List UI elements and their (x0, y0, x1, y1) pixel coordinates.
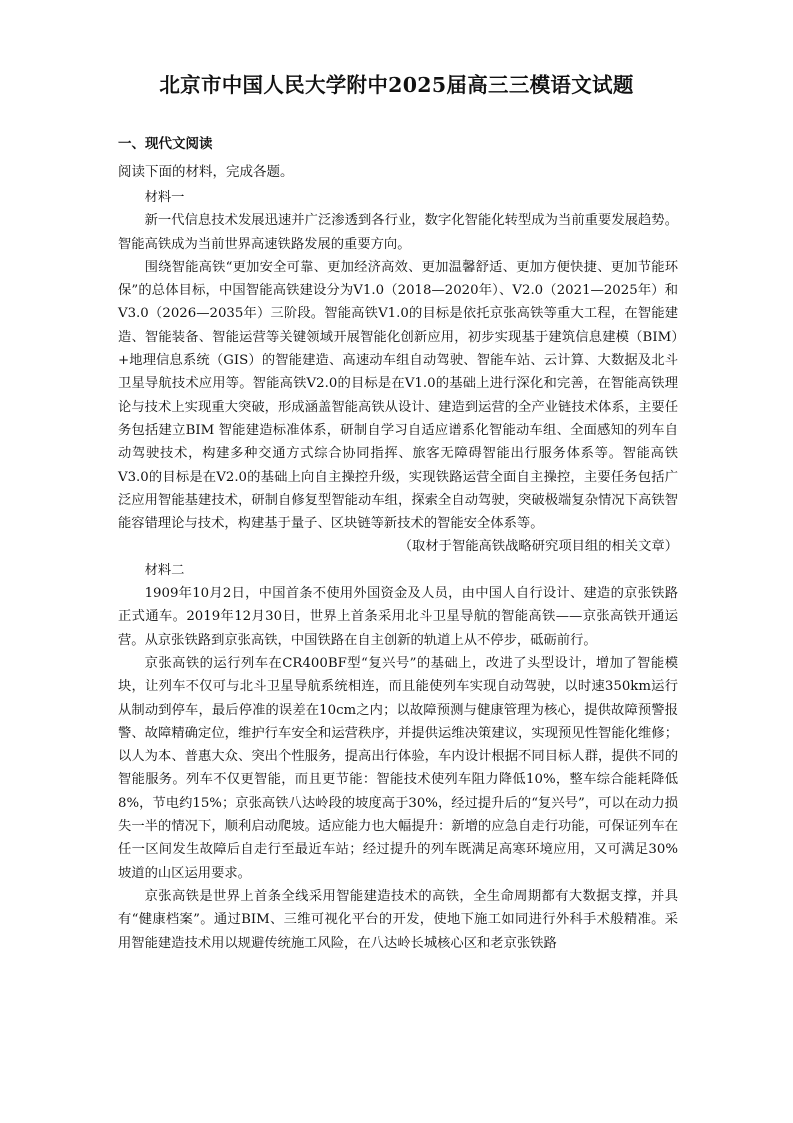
material-two-paragraph-2: 京张高铁的运行列车在CR400BF型“复兴号”的基础上，改进了头型设计，增加了智能模块，让列车不仅可与北斗卫星导航系统相连，而且能使列车实现自动驾驶，以时速350km运行从制动到停车，最后停准的误差在10cm之内；以故障预测与健康管理为核心，提供故障预警报警、故障精确定位，维护行车安全和运营秩序，并提供运维决策建议，实现预见性智能化维修；以人为本、普惠大众、突出个性服务，提高出行体验，车内设计根据不同目标人群，提供不同的智能服务。列车不仅更智能，而且更节能：智能技术使列车阻力降低10%，整车综合能耗降低8%，节电约15%；京张高铁八达岭段的坡度高于30%，经过提升后的“复兴号”，可以在动力损失一半的情况下，顺利启动爬坡。适应能力也大幅提升：新增的应急自走行功能，可保证列车在任一区间发生故障后自走行至最近车站；经过提升的列车既满足高寒环境应用，又可满足30%坡道的山区运用要求。 (118, 655, 678, 881)
material-two-paragraph-1: 1909年10月2日，中国首条不使用外国资金及人员，由中国人自行设计、建造的京张铁路正式通车。2019年12月30日，世界上首条采用北斗卫星导航的智能高铁——京张高铁开通运营。从京张铁路到京张高铁，中国铁路在自主创新的轨道上从不停步，砥砺前行。 (118, 586, 678, 648)
material-two-label: 材料二 (144, 562, 185, 578)
material-two-paragraph-3: 京张高铁是世界上首条全线采用智能建造技术的高铁，全生命周期都有大数据支撑，并具有“健康档案”。通过BIM、三维可视化平台的开发，使地下施工如同进行外科手术般精准。采用智能建造技术用以规避传统施工风险，在八达岭长城核心区和老京张铁路 (118, 888, 678, 951)
instruction-text: 阅读下面的材料，完成各题。 (118, 164, 294, 180)
section-heading: 一、现代文阅读 (118, 136, 213, 152)
material-one-paragraph-2: 围绕智能高铁“更加安全可靠、更加经济高效、更加温馨舒适、更加方便快捷、更加节能环保”的总体目标，中国智能高铁建设分为V1.0（2018—2020年）、V2.0（2021—2025年）和V3.0（2026—2035年）三阶段。智能高铁V1.0的目标是依托京张高铁等重大工程，在智能建造、智能装备、智能运营等关键领域开展智能化创新应用，初步实现基于建筑信息建模（BIM）+地理信息系统（GIS）的智能建造、高速动车组自动驾驶、智能车站、云计算、大数据及北斗卫星导航技术应用等。智能高铁V2.0的目标是在V1.0的基础上进行深化和完善，在智能高铁理论与技术上实现重大突破，形成涵盖智能高铁从设计、建造到运营的全产业链技术体系，主要任务包括建立BIM 智能建造标准体系，研制自学习自适应谱系化智能动车组、全面感知的列车自动驾驶技术，构建多种交通方式综合协同指挥、旅客无障碍智能出行服务体系等。智能高铁V3.0的目标是在V2.0的基础上向自主操控升级，实现铁路运营全面自主操控，主要任务包括广泛应用智能基建技术，研制自修复型智能动车组，探索全自动驾驶，突破极端复杂情况下高铁智能容错理论与技术，构建基于量子、区块链等新技术的智能安全体系等。 (118, 259, 678, 532)
reading-material (118, 186, 678, 955)
material-one-source: （取材于智能高铁战略研究项目组的相关文章） (398, 539, 678, 555)
material-one-label: 材料一 (144, 190, 185, 205)
page-title: 北京市中国人民大学附中2025届高三三模语文试题 (159, 73, 634, 97)
material-one-paragraph-1: 新一代信息技术发展迅速并广泛渗透到各行业，数字化智能化转型成为当前重要发展趋势。智能高铁成为当前世界高速铁路发展的重要方向。 (118, 213, 678, 252)
